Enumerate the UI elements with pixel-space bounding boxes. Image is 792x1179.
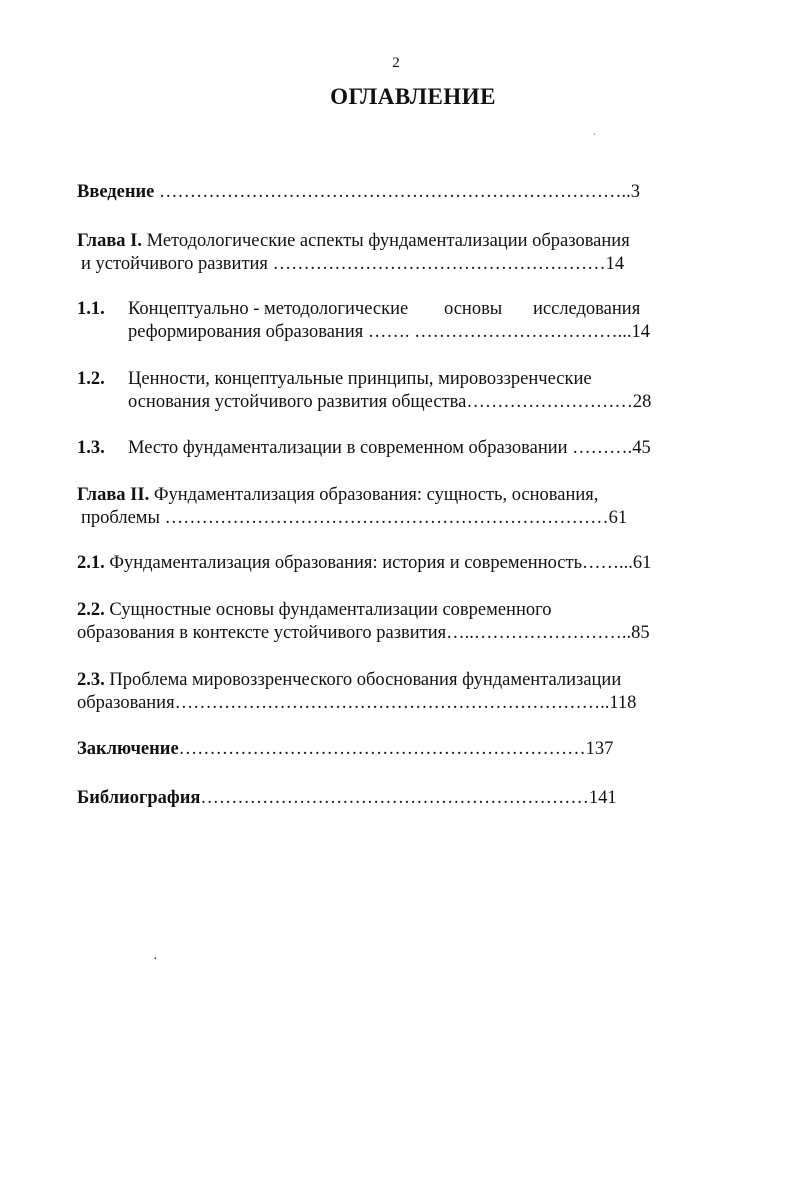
toc-title: образования в контексте устойчивого развития bbox=[77, 623, 447, 643]
toc-section-number: 2.3. bbox=[77, 670, 105, 690]
toc-entry-conclusion[interactable] bbox=[77, 738, 613, 761]
toc-page: 61 bbox=[632, 553, 652, 573]
toc-title: Ценности, концептуальные принципы, мировоззренческие bbox=[128, 369, 592, 389]
toc-entry-chapter-2[interactable] bbox=[77, 484, 627, 530]
toc-section-number: 1.1. bbox=[77, 299, 105, 319]
toc-page: 61 bbox=[608, 508, 628, 528]
toc-title: и устойчивого развития bbox=[81, 254, 268, 274]
toc-label: Заключение bbox=[77, 739, 179, 759]
page-number: 2 bbox=[392, 55, 400, 71]
toc-page: 14 bbox=[605, 254, 625, 274]
toc-title: образования bbox=[77, 693, 175, 713]
toc-leader-dots: ………. bbox=[567, 438, 633, 458]
toc-leader-dots: ………………………………………………………… bbox=[178, 739, 586, 759]
toc-title: основания устойчивого развития общества bbox=[128, 392, 467, 412]
toc-title: Методологические аспекты фундаментализации образования bbox=[142, 231, 630, 251]
toc-page: 28 bbox=[632, 392, 652, 412]
toc-page: 118 bbox=[609, 693, 637, 713]
toc-section-number: 1.3. bbox=[77, 438, 105, 458]
toc-page: 3 bbox=[630, 182, 641, 202]
toc-entry-section-2-2[interactable] bbox=[77, 599, 650, 645]
toc-title: Место фундаментализации в современном образовании bbox=[128, 438, 568, 458]
scan-speck: · bbox=[593, 130, 596, 139]
toc-title: Фундаментализация образования: сущность, основания, bbox=[149, 485, 599, 505]
toc-leader-dots: ……. ……………………………... bbox=[363, 322, 632, 342]
toc-leader-dots: ……………………………………………………… bbox=[200, 788, 589, 808]
toc-entry-introduction[interactable] bbox=[77, 181, 640, 204]
scan-speck: · bbox=[153, 952, 158, 967]
toc-entry-chapter-1[interactable] bbox=[77, 230, 630, 276]
toc-section-number: 2.2. bbox=[77, 600, 105, 620]
toc-page: 14 bbox=[631, 322, 650, 342]
toc-section-number: 2.1. bbox=[77, 553, 105, 573]
toc-page: 137 bbox=[585, 739, 614, 759]
toc-leader-dots: ………………………………………………………………….. bbox=[154, 182, 631, 202]
toc-entry-section-1-2[interactable] bbox=[128, 368, 651, 414]
toc-leader-dots: ……………………………………………………………… bbox=[159, 508, 609, 528]
toc-page: 45 bbox=[632, 438, 651, 458]
toc-label: Глава II. bbox=[77, 485, 150, 505]
toc-page: 141 bbox=[588, 788, 617, 808]
toc-entry-bibliography[interactable] bbox=[77, 787, 617, 810]
toc-page: 85 bbox=[631, 623, 650, 643]
toc-leader-dots: ……... bbox=[582, 553, 633, 573]
toc-title: проблемы bbox=[81, 508, 160, 528]
toc-entry-section-2-1[interactable] bbox=[77, 552, 651, 575]
page-title: ОГЛАВЛЕНИЕ bbox=[330, 84, 496, 109]
toc-label: Глава I. bbox=[77, 231, 143, 251]
toc-title: Фундаментализация образования: история и современность bbox=[104, 553, 583, 573]
toc-label: Библиография bbox=[77, 788, 201, 808]
toc-leader-dots: ……………………… bbox=[466, 392, 633, 412]
toc-section-number: 1.2. bbox=[77, 369, 105, 389]
toc-title: Концептуально - методологические bbox=[128, 299, 409, 319]
toc-leader-dots: …..…………………….. bbox=[446, 623, 632, 643]
toc-entry-section-1-1[interactable] bbox=[128, 298, 650, 344]
toc-entry-section-2-3[interactable] bbox=[77, 669, 636, 715]
toc-label: Введение bbox=[77, 182, 155, 202]
toc-entry-section-1-3[interactable] bbox=[128, 437, 651, 460]
toc-title: основы bbox=[444, 299, 503, 319]
toc-leader-dots: ……………………………………………… bbox=[267, 254, 606, 274]
toc-leader-dots: …………………………………………………………….. bbox=[174, 693, 610, 713]
toc-title: исследования bbox=[533, 299, 641, 319]
toc-title: Проблема мировоззренческого обоснования фундаментализации bbox=[104, 670, 622, 690]
toc-title: реформирования образования bbox=[128, 322, 364, 342]
toc-title: Сущностные основы фундаментализации современного bbox=[104, 600, 552, 620]
